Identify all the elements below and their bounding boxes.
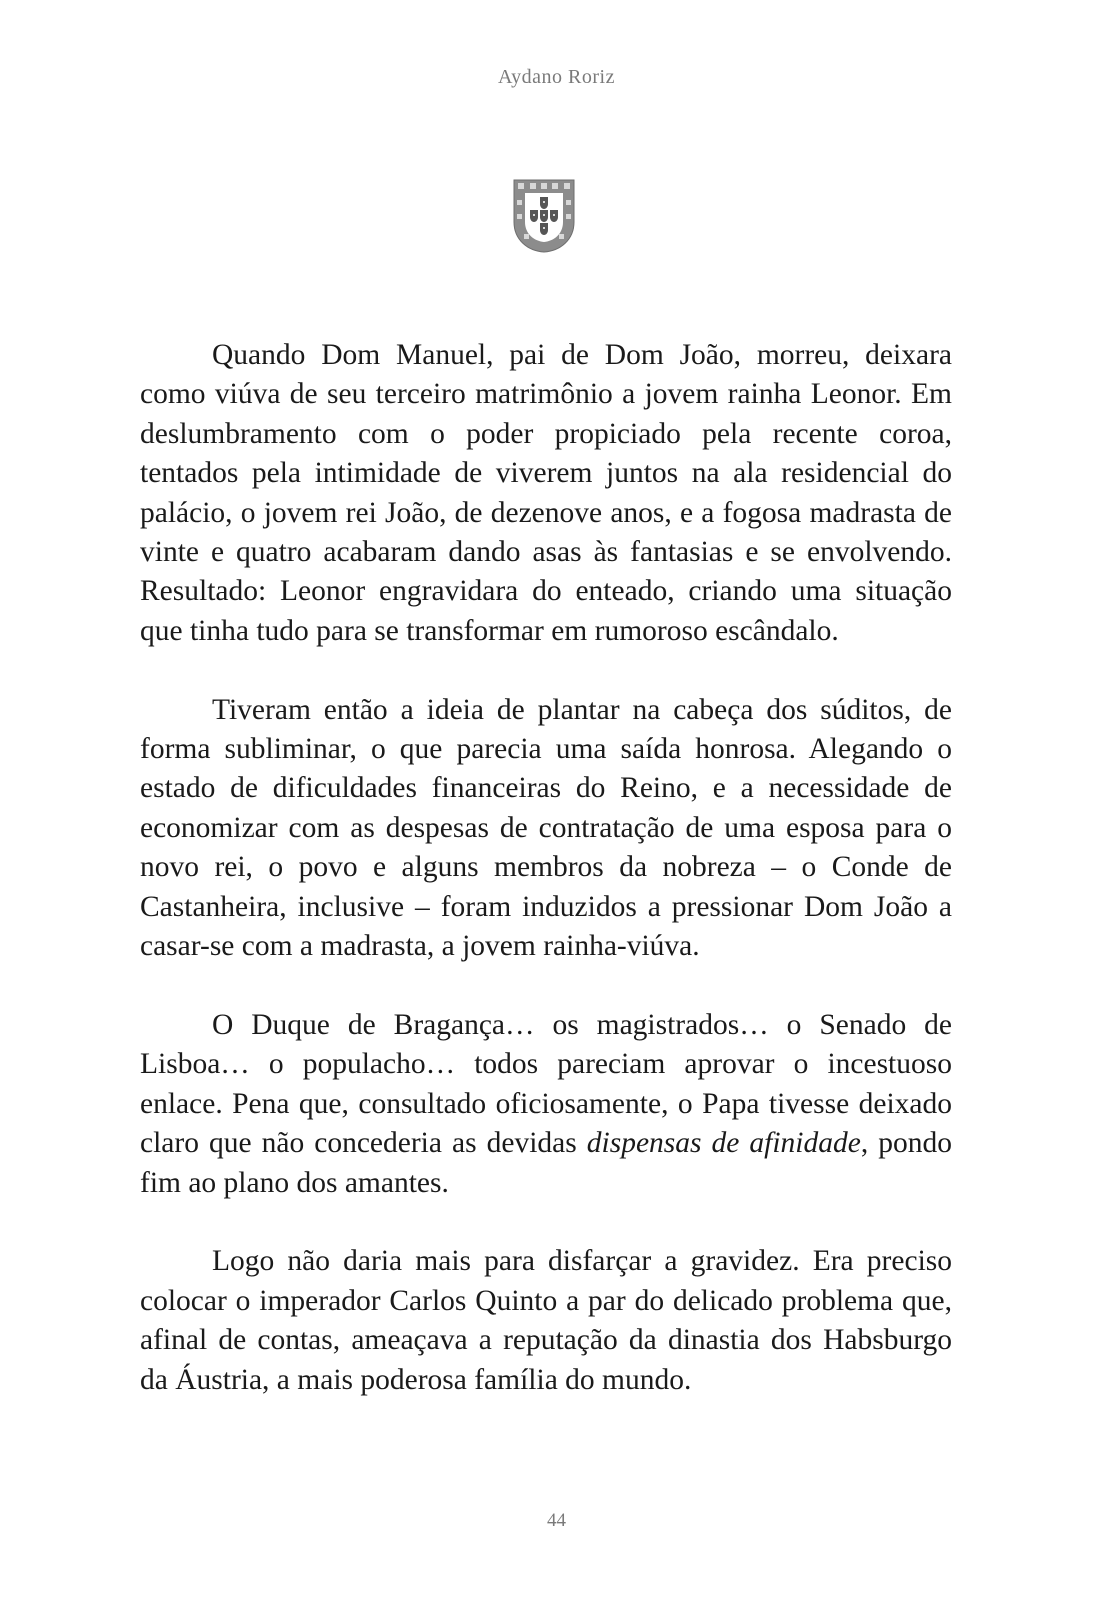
paragraph-3-italic-term: dispensas de afinidade xyxy=(586,1127,861,1160)
running-head: Aydano Roriz xyxy=(498,66,615,88)
paragraph-1: Quando Dom Manuel, pai de Dom João, morreu, deixara como viúva de seu terceiro matrimônio a jovem rainha Leonor. Em deslumbramento com o poder propiciado pela recente coroa, tentados pela intimidade de viverem juntos na ala residencial do palácio, o jovem rei João, de dezenove anos, e a fogosa madrasta de vinte e quatro acabaram dando asas às fantasias e se envolvendo. Resultado: Leonor engravidara do enteado, criando uma situação que tinha tudo para se transformar em rumoroso escândalo. xyxy=(140,339,952,647)
paragraph-3-text-after: , pondo fim ao plano dos amantes. xyxy=(140,1127,952,1199)
body-text xyxy=(140,336,952,1400)
paragraph-4: Logo não daria mais para disfarçar a gravidez. Era preciso colocar o imperador Carlos Quinto a par do delicado problema que, afinal de contas, ameaçava a reputação da dinastia dos Habsburgo da Áustria, a mais poderosa família do mundo. xyxy=(140,1245,952,1396)
portuguese-coat-of-arms-icon xyxy=(512,178,576,254)
paragraph-2: Tiveram então a ideia de plantar na cabeça dos súditos, de forma subliminar, o que parecia uma saída honrosa. Alegando o estado de dificuldades financeiras do Reino, e a necessidade de economizar com as despesas de contratação de uma esposa para o novo rei, o povo e alguns membros da nobreza – o Conde de Castanheira, inclusive – foram induzidos a pressionar Dom João a casar-se com a madrasta, a jovem rainha-viúva. xyxy=(140,693,952,963)
paragraph-3 xyxy=(140,1006,952,1203)
paragraph-3-text-before: O Duque de Bragança… os magistrados… o Senado de Lisboa… o populacho… todos pareciam aprovar o incestuoso enlace. Pena que, consultado oficiosamente, o Papa tivesse deixado claro que não concederia as devidas xyxy=(140,1008,952,1160)
page-number: 44 xyxy=(547,1510,566,1531)
